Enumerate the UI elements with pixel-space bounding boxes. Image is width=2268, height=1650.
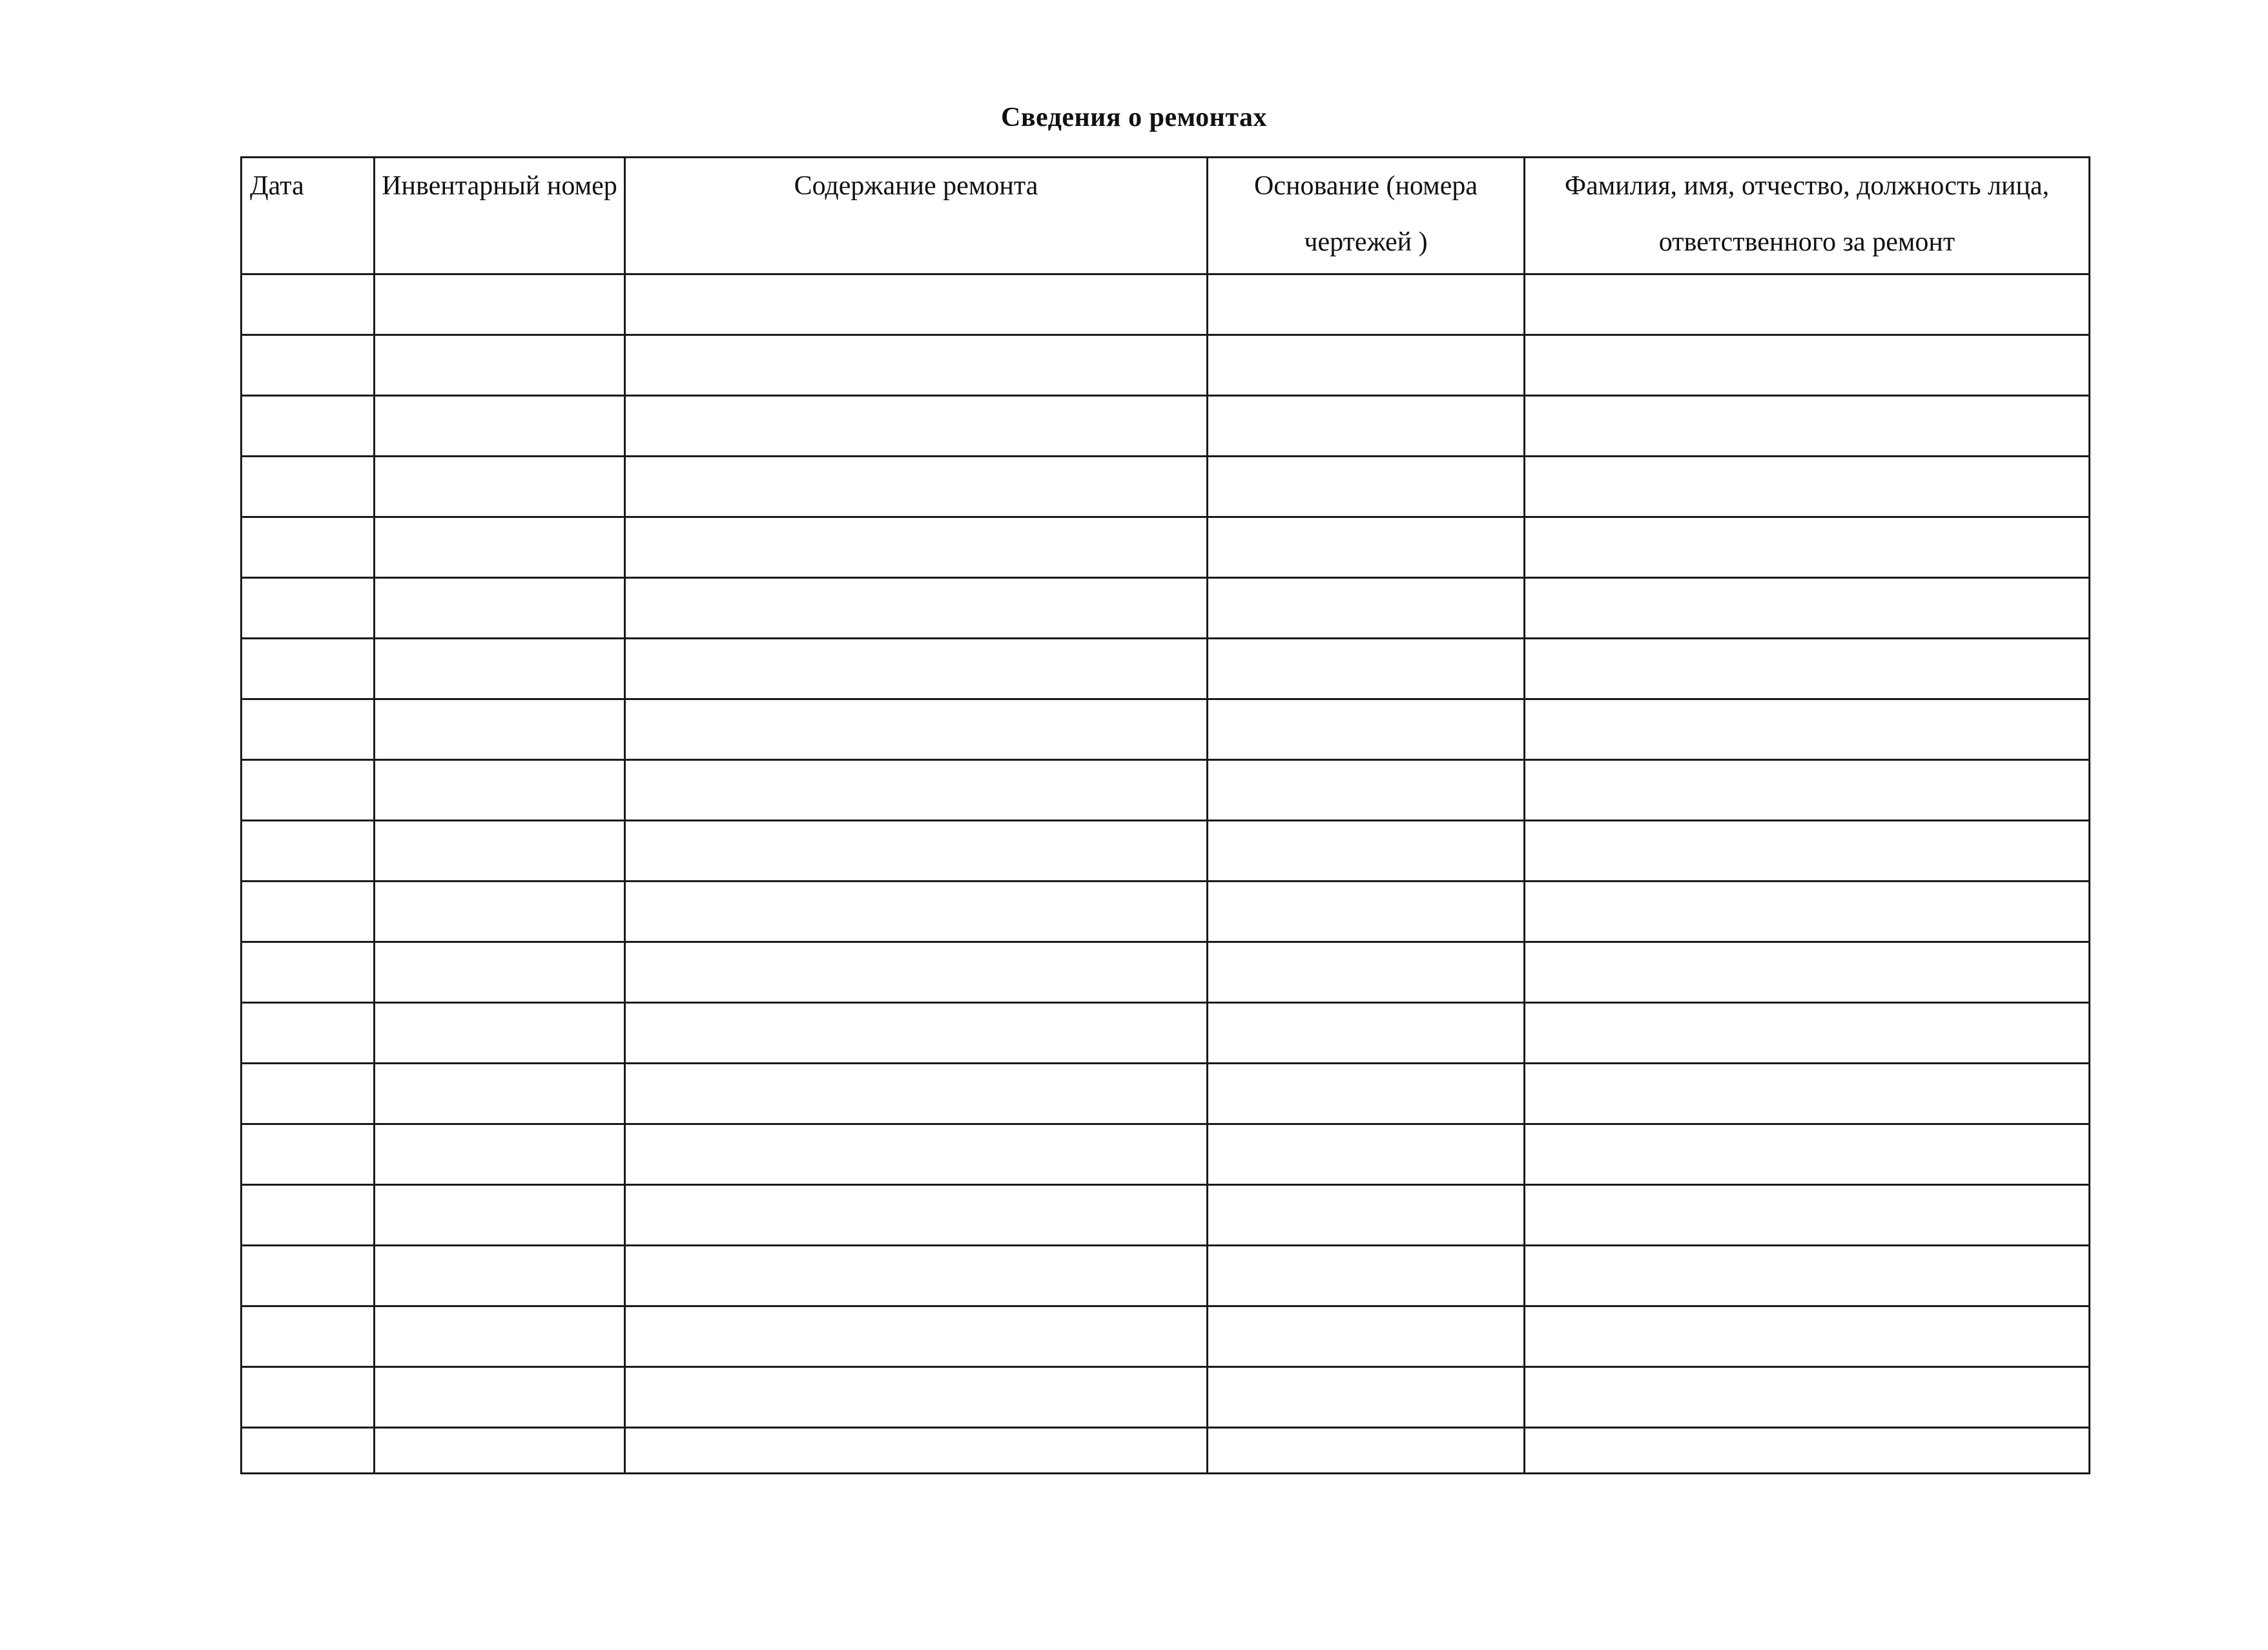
table-row [242, 942, 2090, 1003]
cell-basis-drawings [1208, 274, 1525, 335]
cell-responsible-person [1525, 1246, 2090, 1306]
cell-inventory-number [375, 1124, 625, 1185]
cell-basis-drawings [1208, 699, 1525, 760]
cell-date [242, 699, 375, 760]
cell-inventory-number [375, 1306, 625, 1367]
page-title: Сведения о ремонтах [1000, 103, 1267, 132]
cell-repair-content [625, 396, 1208, 457]
header-repair-content: Содержание ремонта [625, 158, 1208, 274]
cell-date [242, 517, 375, 578]
table-body [242, 274, 2090, 1474]
cell-basis-drawings [1208, 335, 1525, 396]
cell-date [242, 821, 375, 882]
cell-date [242, 1185, 375, 1246]
cell-inventory-number [375, 396, 625, 457]
table-row [242, 760, 2090, 821]
header-basis-drawings: Основание (номера чертежей ) [1208, 158, 1525, 274]
header-inventory-number: Инвентарный номер [375, 158, 625, 274]
cell-repair-content [625, 1003, 1208, 1064]
cell-inventory-number [375, 274, 625, 335]
cell-responsible-person [1525, 517, 2090, 578]
cell-inventory-number [375, 1185, 625, 1246]
cell-inventory-number [375, 942, 625, 1003]
table-row [242, 1428, 2090, 1474]
cell-date [242, 1367, 375, 1428]
repairs-table [240, 156, 2090, 1474]
cell-repair-content [625, 942, 1208, 1003]
cell-repair-content [625, 760, 1208, 821]
table-row [242, 335, 2090, 396]
cell-inventory-number [375, 1246, 625, 1306]
cell-inventory-number [375, 882, 625, 942]
cell-inventory-number [375, 760, 625, 821]
table-row [242, 274, 2090, 335]
cell-basis-drawings [1208, 942, 1525, 1003]
cell-repair-content [625, 1124, 1208, 1185]
cell-repair-content [625, 1428, 1208, 1474]
header-responsible-person: Фамилия, имя, отчество, должность лица, ответственного за ремонт [1525, 158, 2090, 274]
cell-responsible-person [1525, 274, 2090, 335]
cell-repair-content [625, 699, 1208, 760]
cell-inventory-number [375, 699, 625, 760]
cell-inventory-number [375, 1367, 625, 1428]
cell-date [242, 396, 375, 457]
cell-inventory-number [375, 1064, 625, 1124]
cell-repair-content [625, 1306, 1208, 1367]
cell-repair-content [625, 457, 1208, 517]
cell-responsible-person [1525, 760, 2090, 821]
cell-responsible-person [1525, 882, 2090, 942]
cell-date [242, 457, 375, 517]
table-row [242, 699, 2090, 760]
cell-responsible-person [1525, 1003, 2090, 1064]
cell-responsible-person [1525, 396, 2090, 457]
cell-basis-drawings [1208, 578, 1525, 639]
table-row [242, 882, 2090, 942]
table-row [242, 821, 2090, 882]
table-row [242, 396, 2090, 457]
header-date: Дата [242, 158, 375, 274]
cell-responsible-person [1525, 1428, 2090, 1474]
cell-date [242, 882, 375, 942]
cell-responsible-person [1525, 1306, 2090, 1367]
cell-responsible-person [1525, 335, 2090, 396]
cell-basis-drawings [1208, 1064, 1525, 1124]
table-row [242, 1246, 2090, 1306]
cell-date [242, 1428, 375, 1474]
table-row [242, 1064, 2090, 1124]
cell-repair-content [625, 274, 1208, 335]
cell-date [242, 1306, 375, 1367]
cell-basis-drawings [1208, 1367, 1525, 1428]
cell-date [242, 335, 375, 396]
cell-inventory-number [375, 1428, 625, 1474]
cell-inventory-number [375, 1003, 625, 1064]
cell-repair-content [625, 821, 1208, 882]
cell-basis-drawings [1208, 1306, 1525, 1367]
cell-inventory-number [375, 335, 625, 396]
cell-repair-content [625, 639, 1208, 699]
cell-date [242, 1064, 375, 1124]
table-row [242, 517, 2090, 578]
cell-responsible-person [1525, 639, 2090, 699]
cell-basis-drawings [1208, 1185, 1525, 1246]
cell-date [242, 1003, 375, 1064]
cell-repair-content [625, 882, 1208, 942]
cell-responsible-person [1525, 699, 2090, 760]
cell-responsible-person [1525, 942, 2090, 1003]
cell-date [242, 942, 375, 1003]
table-row [242, 1003, 2090, 1064]
cell-basis-drawings [1208, 639, 1525, 699]
table-row [242, 1306, 2090, 1367]
cell-basis-drawings [1208, 1246, 1525, 1306]
table-row [242, 1185, 2090, 1246]
table-row [242, 1124, 2090, 1185]
cell-inventory-number [375, 578, 625, 639]
cell-date [242, 760, 375, 821]
cell-repair-content [625, 335, 1208, 396]
header-row [242, 158, 2090, 274]
cell-basis-drawings [1208, 517, 1525, 578]
table-row [242, 457, 2090, 517]
table-row [242, 1367, 2090, 1428]
cell-responsible-person [1525, 1064, 2090, 1124]
cell-repair-content [625, 1185, 1208, 1246]
cell-responsible-person [1525, 1124, 2090, 1185]
cell-date [242, 578, 375, 639]
cell-responsible-person [1525, 1367, 2090, 1428]
cell-responsible-person [1525, 457, 2090, 517]
cell-basis-drawings [1208, 760, 1525, 821]
cell-repair-content [625, 1367, 1208, 1428]
table-row [242, 578, 2090, 639]
cell-inventory-number [375, 517, 625, 578]
table-row [242, 639, 2090, 699]
cell-date [242, 1124, 375, 1185]
cell-date [242, 1246, 375, 1306]
cell-repair-content [625, 517, 1208, 578]
cell-date [242, 274, 375, 335]
cell-basis-drawings [1208, 396, 1525, 457]
cell-basis-drawings [1208, 821, 1525, 882]
cell-basis-drawings [1208, 1124, 1525, 1185]
cell-date [242, 639, 375, 699]
cell-basis-drawings [1208, 1003, 1525, 1064]
cell-responsible-person [1525, 1185, 2090, 1246]
cell-basis-drawings [1208, 457, 1525, 517]
cell-inventory-number [375, 821, 625, 882]
cell-responsible-person [1525, 821, 2090, 882]
cell-basis-drawings [1208, 1428, 1525, 1474]
cell-repair-content [625, 578, 1208, 639]
cell-repair-content [625, 1246, 1208, 1306]
cell-repair-content [625, 1064, 1208, 1124]
cell-inventory-number [375, 639, 625, 699]
cell-responsible-person [1525, 578, 2090, 639]
cell-inventory-number [375, 457, 625, 517]
cell-basis-drawings [1208, 882, 1525, 942]
